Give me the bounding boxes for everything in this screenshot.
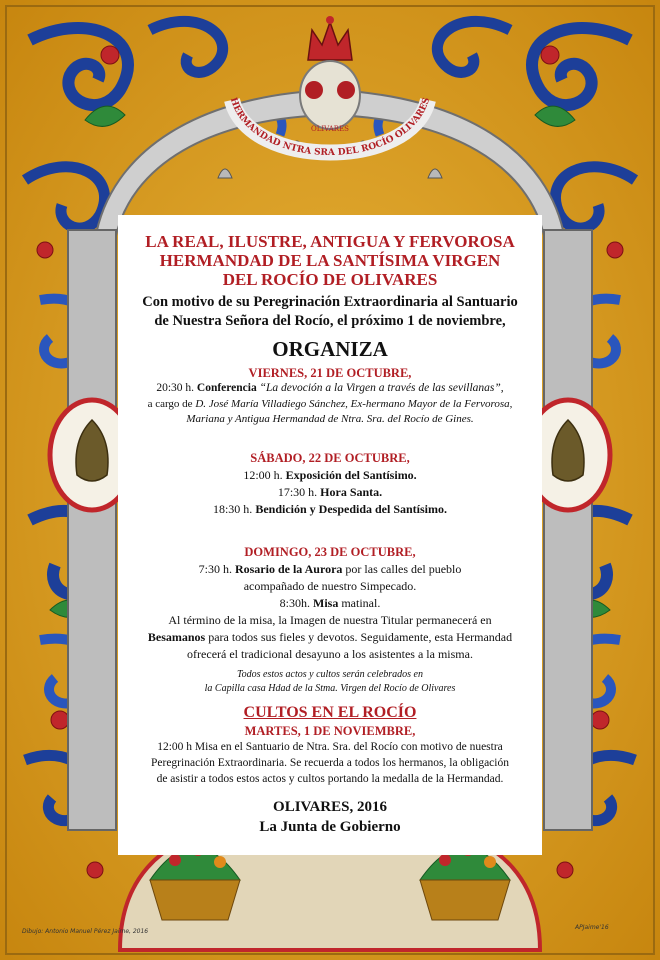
sunday-paragraph-rest: para todos sus fieles y devotos. Seguidamente, esta Hermandad xyxy=(208,630,513,644)
sunday-besamanos: Besamanos xyxy=(147,630,206,644)
artist-credit-left: Dibujo: Antonio Manuel Pérez Jaime, 2016 xyxy=(22,928,149,935)
sunday-mass-event: Misa xyxy=(313,596,339,610)
friday-line-1 xyxy=(0,382,660,394)
saturday-item xyxy=(0,468,660,483)
title-line-3: DEL ROCÍO DE OLIVARES xyxy=(222,270,438,289)
title-line-2: HERMANDAD DE LA SANTÍSIMA VIRGEN xyxy=(159,251,501,270)
note-line-1: Todos estos actos y cultos serán celebrados en xyxy=(236,669,423,680)
friday-cargo-rest: D. José María Villadiego Sánchez, Ex-hermano Mayor de la Fervorosa, xyxy=(195,398,513,410)
sunday-rosary-line-2: acompañado de nuestro Simpecado. xyxy=(243,579,417,593)
sunday-heading: DOMINGO, 23 DE OCTUBRE, xyxy=(244,545,416,559)
intro-line-1: Con motivo de su Peregrinación Extraordinaria al Santuario xyxy=(142,294,518,310)
sunday-mass-line xyxy=(0,596,660,611)
intro-line-2: de Nuestra Señora del Rocío, el próximo 1 de noviembre, xyxy=(154,313,506,329)
friday-quote: “La devoción a la Virgen a través de las sevillanas”, xyxy=(259,382,504,394)
saturday-item-event: Bendición y Despedida del Santísimo. xyxy=(255,502,448,516)
saturday-heading: SÁBADO, 22 DE OCTUBRE, xyxy=(250,451,410,465)
friday-line-3: Mariana y Antigua Hermandad de Ntra. Sra. del Rocío de Gines. xyxy=(186,413,474,425)
title-line-1: LA REAL, ILUSTRE, ANTIGUA Y FERVOROSA xyxy=(145,232,515,251)
crest-banner-text: OLIVARES xyxy=(311,125,349,133)
sunday-rosary-event: Rosario de la Aurora xyxy=(234,562,343,576)
sunday-mass-time: 8:30h. xyxy=(279,596,310,610)
saturday-item xyxy=(0,485,660,500)
cultos-line-2: Peregrinación Extraordinaria. Se recuerda a todos los hermanos, la obligación xyxy=(151,757,509,769)
friday-line-2 xyxy=(0,398,660,410)
sunday-paragraph-line-2 xyxy=(0,630,660,645)
closing-signature: La Junta de Gobierno xyxy=(259,819,401,835)
friday-time: 20:30 h. xyxy=(156,382,195,394)
crest-arc-text: HERMANDAD NTRA SRA DEL ROCÍO OLIVARES xyxy=(227,96,433,159)
artist-credit-right: APJaime'16 xyxy=(575,924,609,931)
sunday-rosary-line xyxy=(0,562,660,577)
friday-cargo-prefix: a cargo de xyxy=(147,398,193,410)
sunday-paragraph-line-3: ofrecerá el tradicional desayuno a los asistentes a la misma. xyxy=(187,647,473,661)
closing-place: OLIVARES, 2016 xyxy=(273,799,387,815)
sunday-paragraph-line-1: Al término de la misa, la Imagen de nuestra Titular permanecerá en xyxy=(168,613,492,627)
cultos-heading: CULTOS EN EL ROCÍO xyxy=(243,704,417,721)
note-line-2: la Capilla casa Hdad de la Stma. Virgen del Rocío de Olivares xyxy=(204,683,456,694)
sunday-rosary-rest: por las calles del pueblo xyxy=(345,562,462,576)
saturday-item-event: Exposición del Santísimo. xyxy=(285,468,417,482)
cultos-line-1: 12:00 h Misa en el Santuario de Ntra. Sra. del Rocío con motivo de nuestra xyxy=(157,741,503,753)
cultos-subheading: MARTES, 1 DE NOVIEMBRE, xyxy=(244,724,416,738)
saturday-item-event: Hora Santa. xyxy=(320,485,383,499)
saturday-item-time: 18:30 h. xyxy=(212,502,253,516)
cultos-line-3: de asistir a todos estos actos y cultos portando la medalla de la Hermandad. xyxy=(156,773,504,785)
saturday-item xyxy=(0,502,660,517)
saturday-item-time: 12:00 h. xyxy=(243,468,283,482)
sunday-rosary-time: 7:30 h. xyxy=(198,562,232,576)
organiza-heading: ORGANIZA xyxy=(272,337,388,361)
friday-event: Conferencia xyxy=(196,382,257,394)
saturday-item-time: 17:30 h. xyxy=(277,485,318,499)
friday-heading: VIERNES, 21 DE OCTUBRE, xyxy=(248,366,412,380)
sunday-mass-rest: matinal. xyxy=(341,596,381,610)
